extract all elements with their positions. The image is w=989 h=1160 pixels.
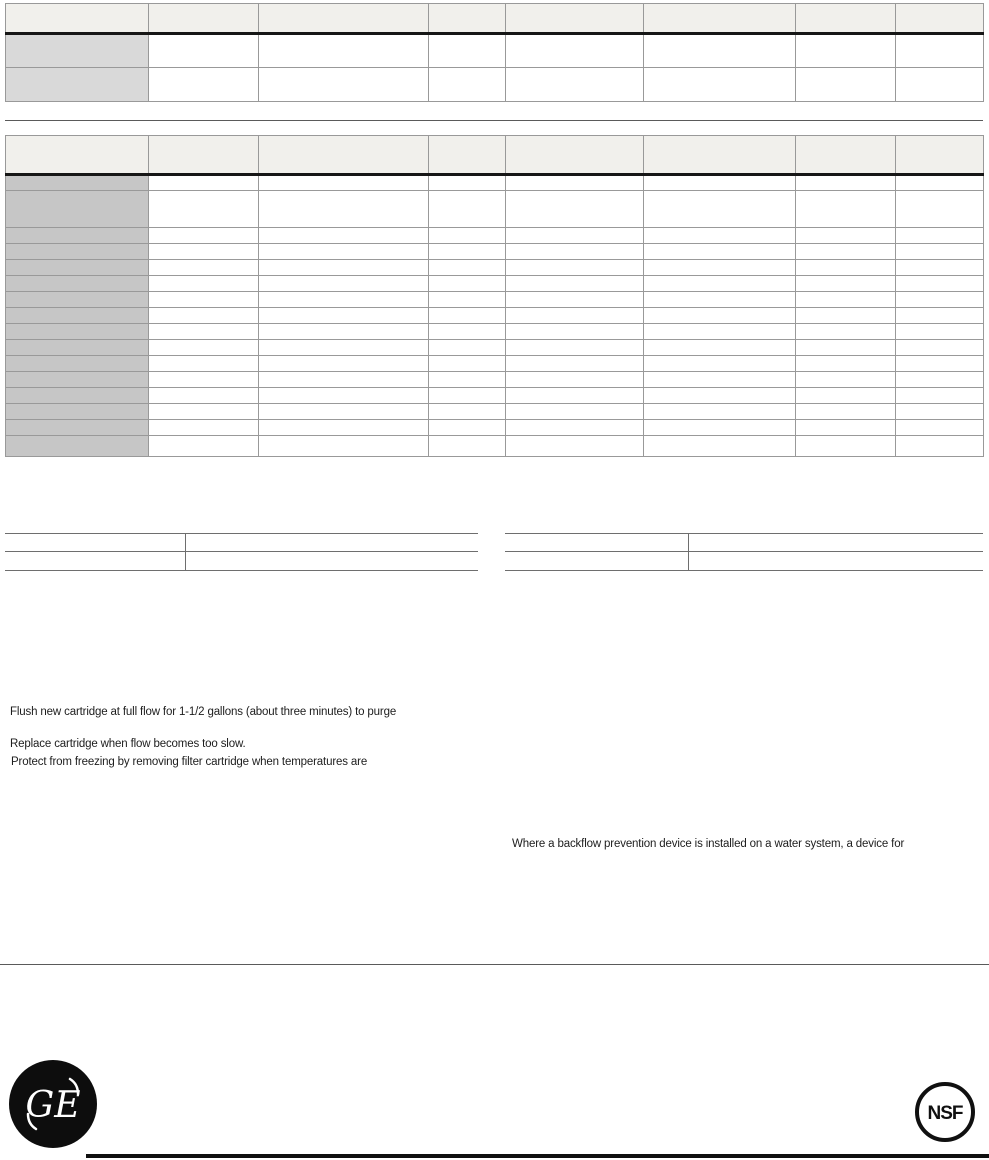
data-cell <box>506 228 644 244</box>
data-cell <box>506 68 644 102</box>
mini-label-cell <box>505 552 688 571</box>
data-cell <box>149 228 259 244</box>
header-cell <box>506 4 644 34</box>
data-cell <box>896 191 984 228</box>
data-cell <box>506 34 644 68</box>
data-cell <box>429 260 506 276</box>
header-cell <box>644 136 796 175</box>
data-cell <box>506 191 644 228</box>
header-cell <box>149 136 259 175</box>
header-cell <box>259 136 429 175</box>
row-label-cell <box>6 228 149 244</box>
data-cell <box>429 292 506 308</box>
mini-table-right <box>505 533 983 571</box>
data-cell <box>796 34 896 68</box>
data-cell <box>506 340 644 356</box>
header-cell <box>149 4 259 34</box>
mini-table-row <box>5 534 478 552</box>
data-cell <box>896 436 984 457</box>
data-cell <box>429 191 506 228</box>
row-label-cell <box>6 340 149 356</box>
data-cell <box>259 420 429 436</box>
data-cell <box>259 191 429 228</box>
spec-table-top <box>5 3 983 102</box>
data-cell <box>259 340 429 356</box>
data-cell <box>796 244 896 260</box>
data-cell <box>149 175 259 191</box>
row-label-cell <box>6 34 149 68</box>
data-cell <box>644 175 796 191</box>
data-cell <box>506 292 644 308</box>
table-row <box>6 191 984 228</box>
data-cell <box>644 244 796 260</box>
mini-table-row <box>505 534 983 552</box>
data-cell <box>429 388 506 404</box>
page-bottom-bar <box>86 1154 989 1158</box>
mini-label-cell <box>5 534 185 552</box>
data-cell <box>429 34 506 68</box>
row-label-cell <box>6 420 149 436</box>
data-cell <box>506 436 644 457</box>
data-cell <box>896 308 984 324</box>
mini-table-row <box>5 552 478 571</box>
row-label-cell <box>6 436 149 457</box>
data-cell <box>796 420 896 436</box>
header-cell <box>796 4 896 34</box>
table-row <box>6 34 984 68</box>
data-cell <box>429 340 506 356</box>
data-cell <box>149 292 259 308</box>
table-row <box>6 276 984 292</box>
data-cell <box>896 260 984 276</box>
data-cell <box>149 68 259 102</box>
header-cell <box>6 136 149 175</box>
data-cell <box>429 68 506 102</box>
data-cell <box>796 228 896 244</box>
row-label-cell <box>6 191 149 228</box>
nsf-logo-graphic <box>913 1080 977 1144</box>
data-cell <box>506 388 644 404</box>
data-cell <box>259 228 429 244</box>
data-cell <box>644 292 796 308</box>
header-cell <box>896 136 984 175</box>
data-cell <box>149 388 259 404</box>
data-cell <box>796 292 896 308</box>
data-cell <box>259 68 429 102</box>
table-row <box>6 372 984 388</box>
data-cell <box>149 372 259 388</box>
data-cell <box>796 68 896 102</box>
data-cell <box>644 436 796 457</box>
header-cell <box>796 136 896 175</box>
mini-label-cell <box>5 552 185 571</box>
table-row <box>6 68 984 102</box>
footer-rule <box>0 964 989 965</box>
data-cell <box>644 340 796 356</box>
data-cell <box>429 276 506 292</box>
row-label-cell <box>6 324 149 340</box>
data-cell <box>429 436 506 457</box>
header-cell <box>644 4 796 34</box>
data-cell <box>429 356 506 372</box>
data-cell <box>506 244 644 260</box>
ge-logo-monogram: GE <box>25 1085 81 1126</box>
data-cell <box>796 404 896 420</box>
data-cell <box>429 420 506 436</box>
row-label-cell <box>6 68 149 102</box>
data-cell <box>259 356 429 372</box>
data-cell <box>506 308 644 324</box>
data-cell <box>149 436 259 457</box>
header-cell <box>259 4 429 34</box>
data-cell <box>429 228 506 244</box>
data-cell <box>259 404 429 420</box>
data-cell <box>149 324 259 340</box>
data-cell <box>896 276 984 292</box>
note-protect-freezing: Protect from freezing by removing filter cartridge when temperatures are <box>11 756 368 768</box>
data-cell <box>896 388 984 404</box>
table-row <box>6 175 984 191</box>
data-cell <box>896 228 984 244</box>
data-cell <box>796 340 896 356</box>
header-cell <box>429 4 506 34</box>
data-cell <box>506 175 644 191</box>
row-label-cell <box>6 175 149 191</box>
data-cell <box>796 191 896 228</box>
table-row <box>6 292 984 308</box>
data-cell <box>149 308 259 324</box>
data-cell <box>506 420 644 436</box>
header-cell <box>506 136 644 175</box>
mini-table-row <box>505 552 983 571</box>
data-cell <box>259 260 429 276</box>
data-cell <box>644 372 796 388</box>
spec-table-main <box>5 135 983 457</box>
data-cell <box>506 260 644 276</box>
data-cell <box>149 404 259 420</box>
data-cell <box>644 420 796 436</box>
data-cell <box>796 260 896 276</box>
data-cell <box>896 292 984 308</box>
data-cell <box>149 276 259 292</box>
data-cell <box>896 404 984 420</box>
note-flush-cartridge: Flush new cartridge at full flow for 1-1/2 gallons (about three minutes) to purge <box>10 706 397 718</box>
ge-logo-graphic <box>7 1058 99 1150</box>
data-cell <box>644 356 796 372</box>
data-cell <box>796 388 896 404</box>
mini-value-cell <box>185 552 478 571</box>
data-cell <box>896 340 984 356</box>
row-label-cell <box>6 244 149 260</box>
data-cell <box>644 34 796 68</box>
data-cell <box>429 175 506 191</box>
table-row <box>6 356 984 372</box>
table-row <box>6 420 984 436</box>
data-cell <box>644 276 796 292</box>
ge-logo <box>7 1058 99 1155</box>
data-cell <box>896 324 984 340</box>
header-cell <box>896 4 984 34</box>
row-label-cell <box>6 276 149 292</box>
row-label-cell <box>6 372 149 388</box>
data-cell <box>796 436 896 457</box>
data-cell <box>149 34 259 68</box>
data-cell <box>896 244 984 260</box>
data-cell <box>796 175 896 191</box>
data-cell <box>506 276 644 292</box>
data-cell <box>149 340 259 356</box>
data-cell <box>644 191 796 228</box>
nsf-logo <box>913 1080 977 1149</box>
section-divider-rule <box>5 120 983 121</box>
data-cell <box>644 324 796 340</box>
mini-value-cell <box>185 534 478 552</box>
data-cell <box>896 356 984 372</box>
data-cell <box>149 191 259 228</box>
data-cell <box>259 388 429 404</box>
row-label-cell <box>6 292 149 308</box>
data-cell <box>506 404 644 420</box>
data-cell <box>149 260 259 276</box>
data-cell <box>259 175 429 191</box>
table-row <box>6 308 984 324</box>
note-backflow-prevention: Where a backflow prevention device is installed on a water system, a device for <box>512 838 905 850</box>
note-replace-cartridge: Replace cartridge when flow becomes too slow. <box>10 738 246 750</box>
data-cell <box>259 436 429 457</box>
row-label-cell <box>6 356 149 372</box>
header-cell <box>429 136 506 175</box>
data-cell <box>644 228 796 244</box>
data-cell <box>896 175 984 191</box>
nsf-logo-text: NSF <box>927 1103 963 1124</box>
table-header-row <box>6 136 984 175</box>
data-cell <box>429 244 506 260</box>
data-cell <box>644 308 796 324</box>
table-row <box>6 244 984 260</box>
data-cell <box>896 34 984 68</box>
data-cell <box>796 324 896 340</box>
table-header-row <box>6 4 984 34</box>
table-row <box>6 340 984 356</box>
data-cell <box>506 372 644 388</box>
data-cell <box>259 244 429 260</box>
data-cell <box>149 420 259 436</box>
data-cell <box>896 420 984 436</box>
table-row <box>6 388 984 404</box>
data-cell <box>259 372 429 388</box>
row-label-cell <box>6 308 149 324</box>
data-cell <box>506 356 644 372</box>
data-cell <box>259 308 429 324</box>
table-row <box>6 404 984 420</box>
data-cell <box>896 372 984 388</box>
data-cell <box>429 308 506 324</box>
mini-value-cell <box>688 552 983 571</box>
data-cell <box>259 292 429 308</box>
table-row <box>6 260 984 276</box>
data-cell <box>796 276 896 292</box>
row-label-cell <box>6 260 149 276</box>
data-cell <box>429 404 506 420</box>
row-label-cell <box>6 388 149 404</box>
data-cell <box>644 260 796 276</box>
mini-value-cell <box>688 534 983 552</box>
table-row <box>6 228 984 244</box>
data-cell <box>149 244 259 260</box>
mini-table-left <box>5 533 478 571</box>
data-cell <box>506 324 644 340</box>
table-row <box>6 436 984 457</box>
data-cell <box>259 34 429 68</box>
data-cell <box>896 68 984 102</box>
data-cell <box>796 372 896 388</box>
mini-label-cell <box>505 534 688 552</box>
data-cell <box>796 356 896 372</box>
data-cell <box>429 372 506 388</box>
row-label-cell <box>6 404 149 420</box>
data-cell <box>644 68 796 102</box>
data-cell <box>429 324 506 340</box>
data-cell <box>644 404 796 420</box>
data-cell <box>259 276 429 292</box>
header-cell <box>6 4 149 34</box>
table-row <box>6 324 984 340</box>
data-cell <box>259 324 429 340</box>
data-cell <box>149 356 259 372</box>
data-cell <box>796 308 896 324</box>
data-cell <box>644 388 796 404</box>
